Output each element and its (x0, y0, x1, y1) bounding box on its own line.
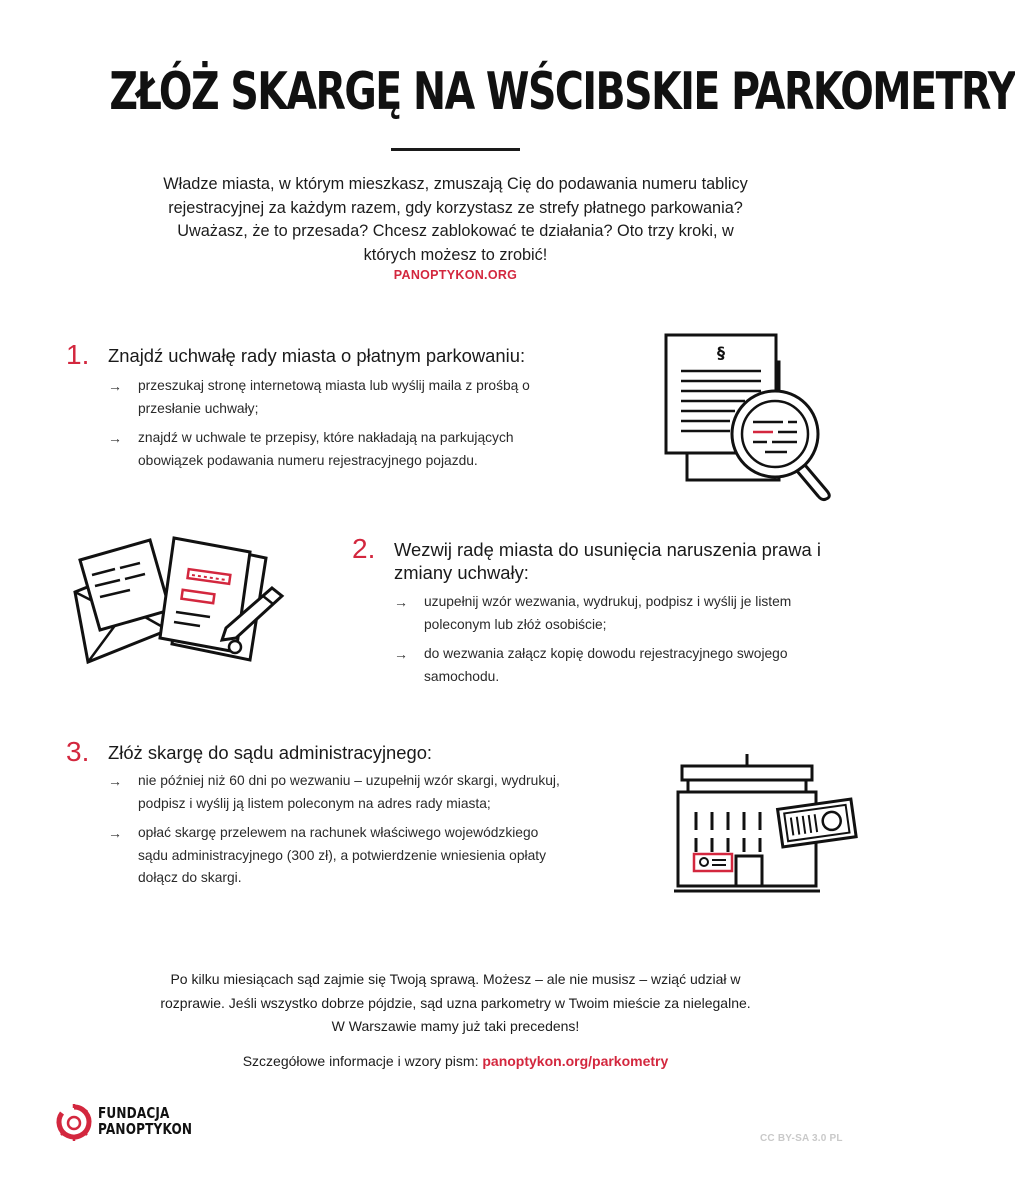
site-link[interactable]: PANOPTYKON.ORG (393, 268, 518, 282)
step-number: 2. (352, 533, 376, 564)
court-building-money-icon (672, 752, 862, 897)
title-divider (391, 148, 520, 151)
list-item: → znajdź w uchwale te przepisy, które nakładają na parkujących obowiązek podawania numeru rejestracyjnego pojazdu. (108, 427, 548, 472)
list-item: → opłać skargę przelewem na rachunek właściwego wojewódzkiego sądu administracyjnego (300 zł), a potwierdzenie wniesienia opłaty dołącz do skargi. (108, 822, 568, 890)
step-number: 1. (66, 339, 90, 370)
arrow-right-icon: → (108, 825, 122, 841)
step-title: Złóż skargę do sądu administracyjnego: (108, 742, 433, 763)
step-title: Znajdź uchwałę rady miasta o płatnym parkowaniu: (108, 345, 526, 366)
step-number: 3. (66, 736, 90, 767)
arrow-right-icon: → (108, 430, 122, 446)
arrow-right-icon: → (108, 773, 122, 789)
logo-wordmark (98, 1105, 192, 1137)
arrow-right-icon: → (394, 646, 408, 662)
page-title: ZŁÓŻ SKARGĘ NA WŚCIBSKIE PARKOMETRY (109, 62, 1015, 122)
letter-envelope-pen-icon (70, 530, 290, 670)
intro-paragraph: Władze miasta, w którym mieszkasz, zmuszają Cię do podawania numeru tablicy rejestracyjnej za każdym razem, gdy korzystasz ze strefy płatnego parkowania? Uważasz, że to przesada? Chcesz zablokować te działania? Oto trzy kroki, w których możesz to zrobić! (163, 175, 748, 264)
arrow-right-icon: → (394, 594, 408, 610)
step-bullets (108, 375, 548, 479)
logo-line-2: PANOPTYKON (98, 1120, 193, 1138)
details-label: Szczegółowe informacje i wzory pism: (242, 1053, 479, 1069)
list-item: → do wezwania załącz kopię dowodu rejestracyjnego swojego samochodu. (394, 643, 814, 688)
arrow-right-icon: → (108, 378, 122, 394)
document-magnifier-icon (655, 325, 845, 505)
panoptykon-logo-icon (56, 1104, 92, 1142)
details-line (150, 1053, 761, 1069)
license-label: CC BY-SA 3.0 PL (760, 1133, 843, 1144)
logo-line-1: FUNDACJA (98, 1104, 170, 1122)
outro-paragraph: Po kilku miesiącach sąd zajmie się Twoją sprawą. Możesz – ale nie musisz – wziąć udział w rozprawie. Jeśli wszystko dobrze pójdzie, sąd uzna parkometry w Twoim mieście za nielegalne. W Warszawie mamy już taki precedens! (160, 971, 751, 1034)
step-title: Wezwij radę miasta do usunięcia naruszenia prawa i zmiany uchwały: (394, 539, 821, 583)
list-item: → nie później niż 60 dni po wezwaniu – uzupełnij wzór skargi, wydrukuj, podpisz i wyślij ją listem poleconym na adres rady miasta; (108, 770, 568, 815)
details-link[interactable]: panoptykon.org/parkometry (482, 1053, 669, 1069)
list-item: → uzupełnij wzór wezwania, wydrukuj, podpisz i wyślij je listem poleconym lub złóż osobiście; (394, 591, 814, 636)
step-bullets (394, 591, 814, 695)
paragraph-symbol: § (717, 343, 725, 362)
list-item: → przeszukaj stronę internetową miasta lub wyślij maila z prośbą o przesłanie uchwały; (108, 375, 548, 420)
step-bullets (108, 770, 568, 897)
